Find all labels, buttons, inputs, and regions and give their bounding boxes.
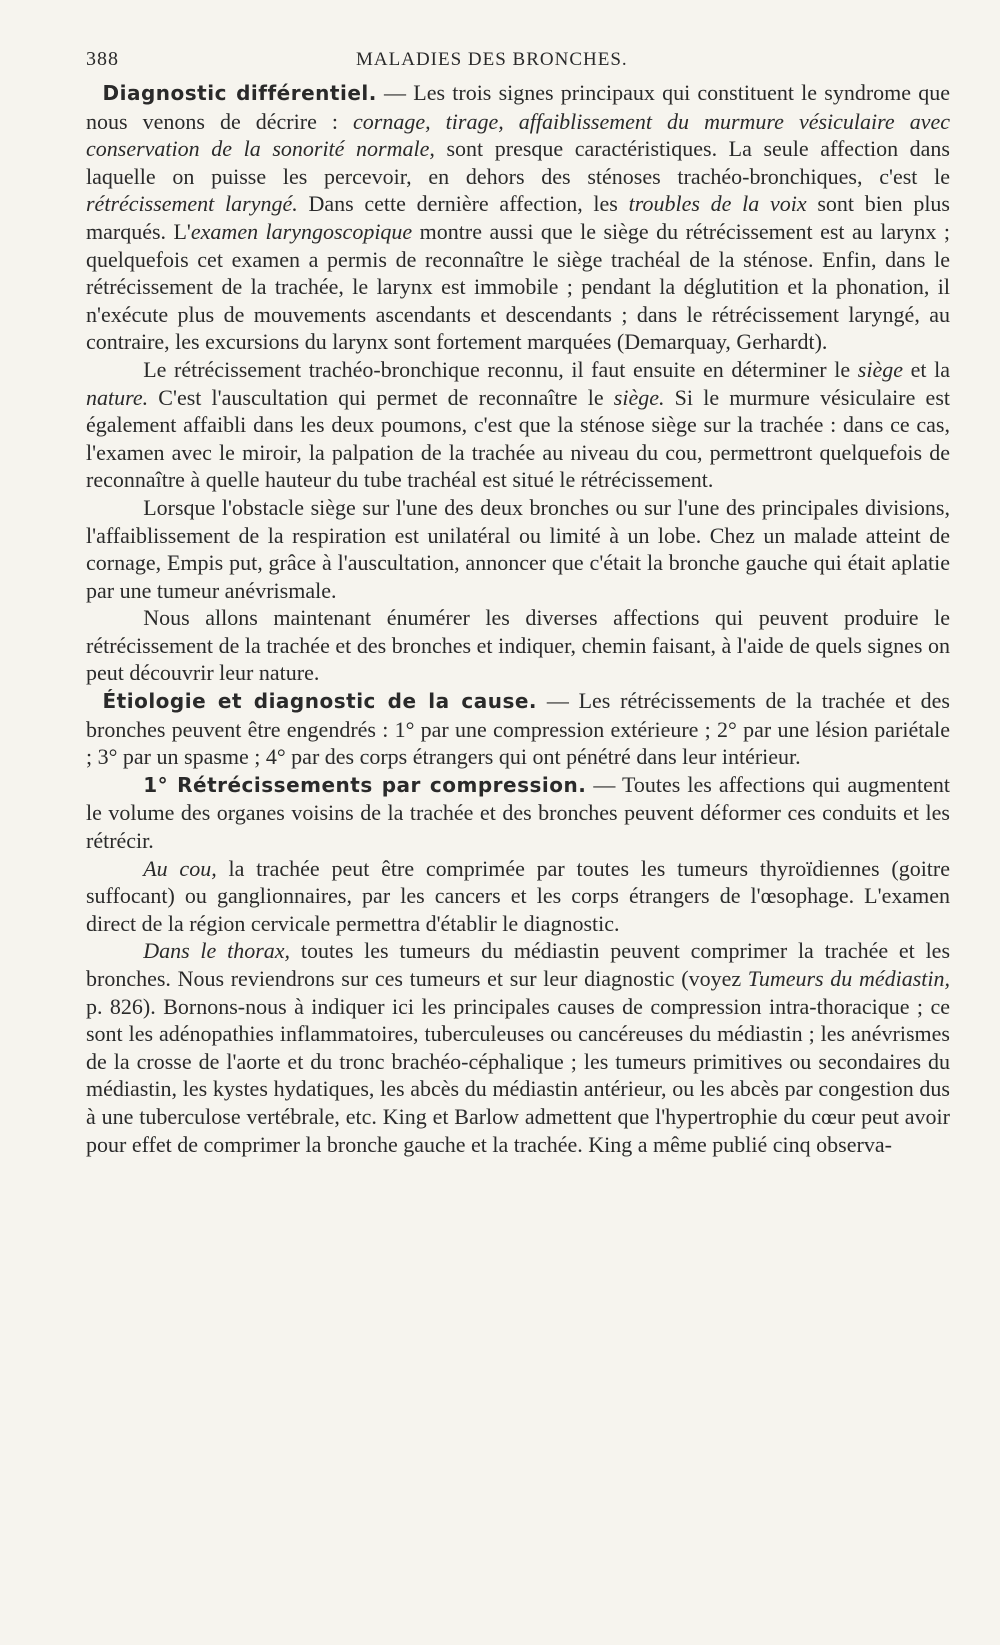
italic-run: troubles de la voix bbox=[628, 191, 807, 217]
text-run: Lorsque l'obstacle siège sur l'une des deux bronches ou sur l'une des principales divisions, l'affaiblissement de la respiration est unilatéral ou limité à un lobe. Chez un malade atteint de cornage, Empis put, grâce à l'auscultation, annoncer que c'était la bronche gauche qui était aplatie par une tumeur anévrismale. bbox=[86, 494, 950, 603]
body-text bbox=[86, 79, 950, 1158]
paragraph-siege bbox=[86, 356, 950, 494]
paragraph-etiologie bbox=[86, 687, 950, 771]
text-run: Si le murmure vésiculaire est également affaibli dans les deux poumons, c'est que la sténose siège sur la trachée : dans ce cas, l'examen avec le miroir, la palpation de la trachée au niveau du cou, permettront quelquefois de reconnaître à quelle hauteur du tube trachéal est situé le rétrécissement. bbox=[86, 384, 950, 493]
paragraph-compression bbox=[86, 771, 950, 855]
italic-run: rétrécissement laryngé. bbox=[86, 191, 298, 217]
text-run: la trachée peut être comprimée par toutes les tumeurs thyroïdiennes (goitre suffocant) ou ganglionnaires, par les cancers et les corps étrangers de l'œsophage. L'examen direct de la région cervicale permettra d'établir le diagnostic. bbox=[86, 855, 951, 936]
italic-run: Tumeurs du médiastin, bbox=[747, 966, 951, 991]
section-heading: Étiologie et diagnostic de la cause. bbox=[102, 689, 538, 714]
italic-run: siège. bbox=[613, 384, 665, 410]
text-run: montre aussi que le siège du rétrécissement est au larynx ; quelquefois cet examen a permis de reconnaître le siège trachéal de la sténose. Enfin, dans le rétrécissement de la trachée, le larynx est immobile ; pendant la déglutition et la phonation, il n'exécute plus de mouvements ascendants et descendants ; dans le rétrécissement laryngé, au contraire, les excursions du larynx sont fortement marquées (Demarquay, Gerhardt). bbox=[86, 218, 951, 355]
paragraph-diagnostic-differentiel bbox=[86, 79, 950, 356]
text-run: Dans cette dernière affection, les bbox=[297, 191, 629, 217]
italic-run: Dans le thorax, bbox=[143, 938, 291, 964]
text-run: p. 826). Bornons-nous à indiquer ici les principales causes de compression intra-thoracique ; ce sont les adénopathies inflammatoires, tuberculeuses ou cancéreuses du médiastin ; les anévrismes de la crosse de l'aorte et du tronc brachéo-céphalique ; les tumeurs primitives ou secondaires du médiastin, les kystes hydatiques, les abcès du médiastin antérieur, ou les abcès par congestion dus à une tuberculose vertébrale, etc. King et Barlow admettent que l'hypertrophie du cœur peut avoir pour effet de comprimer la bronche gauche et la trachée. King a même publié cinq observa- bbox=[86, 993, 950, 1157]
paragraph-obstacle bbox=[86, 494, 950, 604]
italic-run: nature. bbox=[86, 384, 149, 410]
text-run: et la bbox=[902, 356, 950, 382]
text-run: toutes les tumeurs du médiastin peuvent comprimer la trachée et les bronches. Nous reviendrons sur ces tumeurs et sur leur diagnostic (voyez bbox=[86, 938, 951, 991]
text-run: Nous allons maintenant énumérer les diverses affections qui peuvent produire le rétrécissement de la trachée et des bronches et indiquer, chemin faisant, à l'aide de quels signes on peut découvrir leur nature. bbox=[86, 605, 950, 686]
page-header bbox=[86, 48, 950, 71]
italic-run: cornage, tirage, affaiblissement du murmure vésiculaire avec conservation de la sonorité normale, bbox=[86, 108, 951, 162]
running-head: MALADIES DES BRONCHES. bbox=[356, 49, 628, 70]
paragraph-au-cou bbox=[86, 855, 950, 938]
section-heading: 1° Rétrécissements par compression. bbox=[143, 772, 587, 797]
section-heading: Diagnostic différentiel. bbox=[102, 81, 377, 105]
italic-run: Au cou, bbox=[143, 855, 217, 881]
text-run: sont bien plus marqués. L' bbox=[86, 191, 950, 244]
paragraph-enumeration bbox=[86, 604, 950, 687]
paragraph-thorax bbox=[86, 937, 950, 1158]
italic-run: siège bbox=[857, 356, 903, 382]
text-run: — Les trois signes principaux qui constituent le syndrome que nous venons de décrire : bbox=[86, 80, 951, 134]
text-run: — Les rétrécissements de la trachée et des bronches peuvent être engendrés : 1° par une compression extérieure ; 2° par une lésion pariétale ; 3° par un spasme ; 4° par des corps étrangers qui ont pénétré dans leur intérieur. bbox=[86, 688, 950, 770]
text-run: Le rétrécissement trachéo-bronchique reconnu, il faut ensuite en déterminer le bbox=[143, 356, 858, 382]
page-number: 388 bbox=[86, 48, 119, 70]
text-run: sont presque caractéristiques. La seule affection dans laquelle on puisse les percevoir, en dehors des sténoses trachéo-bronchiques, c'est le bbox=[86, 136, 950, 189]
text-run: — Toutes les affections qui augmentent le volume des organes voisins de la trachée et des bronches peuvent déformer ces conduits et les rétrécir. bbox=[86, 771, 951, 854]
italic-run: examen laryngoscopique bbox=[190, 218, 413, 244]
text-run: C'est l'auscultation qui permet de reconnaître le bbox=[148, 384, 614, 410]
